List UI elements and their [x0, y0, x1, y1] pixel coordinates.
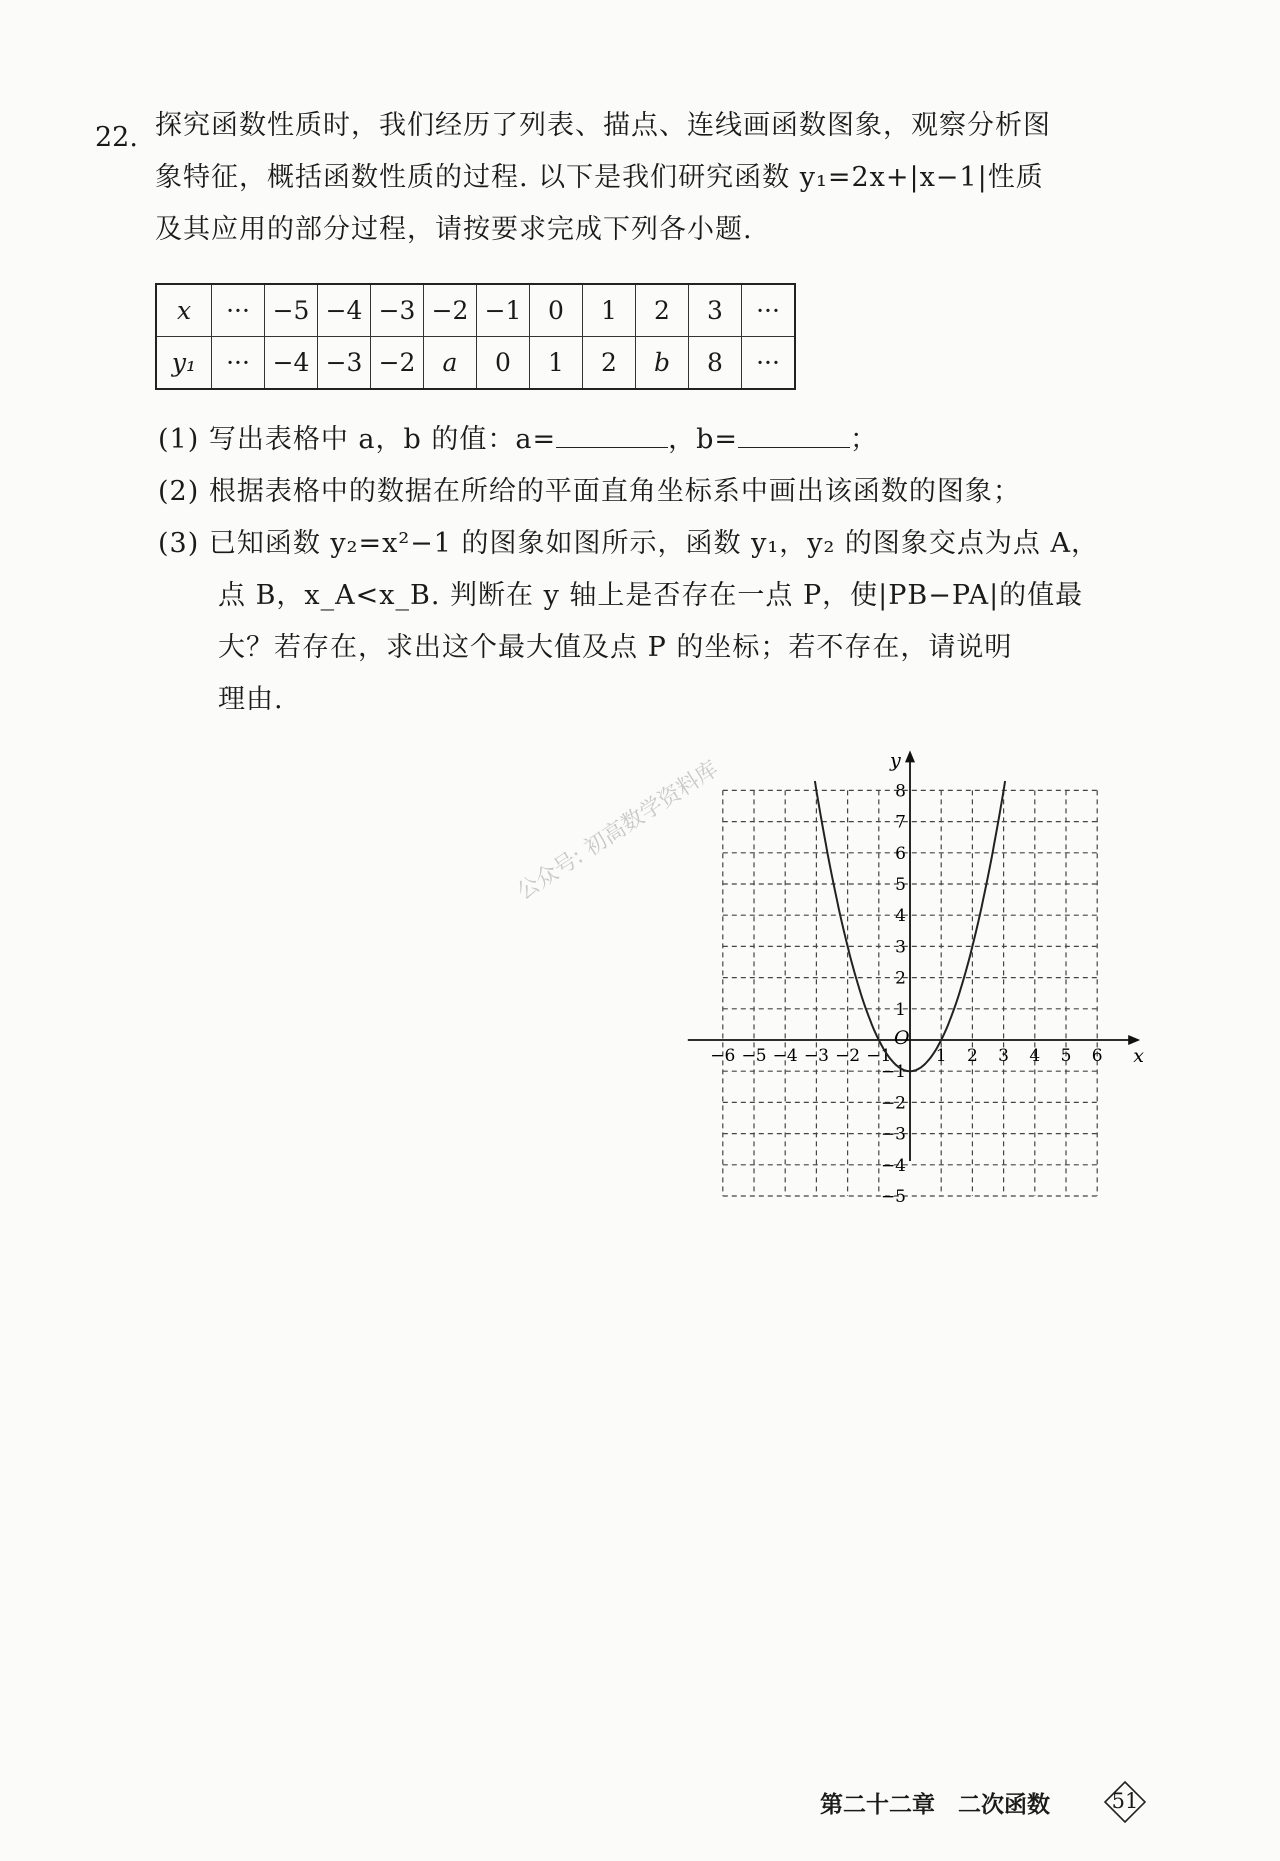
table-cell: 2	[583, 337, 636, 390]
x-tick-label: 2	[966, 1046, 978, 1066]
part-3-line-2: 点 B，x_A<x_B. 判断在 y 轴上是否存在一点 P，使|PB−PA|的值最	[218, 580, 1084, 611]
x-tick-label: 3	[998, 1046, 1010, 1066]
origin-label: O	[894, 1027, 910, 1049]
table-cell: 8	[689, 337, 742, 390]
x-tick-label: −3	[803, 1046, 829, 1066]
y-axis-label: y	[890, 749, 901, 772]
y-tick-label: 1	[895, 999, 906, 1020]
table-cell: ···	[212, 337, 265, 390]
intro-line: 探究函数性质时，我们经历了列表、描点、连线画函数图象，观察分析图	[155, 110, 1051, 141]
table-cell: ···	[742, 284, 796, 337]
coordinate-graph	[680, 735, 1160, 1235]
table-cell: 1	[583, 284, 636, 337]
table-cell: −3	[318, 337, 371, 390]
table-cell-unknown-a: a	[424, 337, 477, 390]
intro-line: 及其应用的部分过程，请按要求完成下列各小题.	[155, 214, 753, 245]
table-cell: −3	[371, 284, 424, 337]
table-cell: 3	[689, 284, 742, 337]
part-1-suffix: ；	[850, 424, 879, 455]
y-tick-label: −3	[880, 1124, 906, 1145]
watermark: 公众号: 初高数学资料库	[512, 756, 723, 906]
y-tick-label: 3	[895, 937, 906, 958]
x-tick-label: 4	[1029, 1046, 1041, 1066]
part-2: (2) 根据表格中的数据在所给的平面直角坐标系中画出该函数的图象；	[158, 476, 1021, 507]
x-tick-label: −2	[835, 1046, 861, 1066]
y-tick-label: −5	[880, 1187, 906, 1207]
part-1-mid: ，b=	[668, 424, 739, 455]
y-tick-label: −1	[880, 1062, 906, 1083]
part-3-line-4: 理由.	[218, 684, 284, 715]
x-tick-label: −4	[772, 1046, 798, 1066]
table-cell: −4	[265, 337, 318, 390]
y-tick-label: −4	[880, 1155, 906, 1176]
table-cell: −2	[371, 337, 424, 390]
table-cell: 0	[477, 337, 530, 390]
table-cell: ···	[212, 284, 265, 337]
part-3-line-1: (3) 已知函数 y₂=x²−1 的图象如图所示，函数 y₁，y₂ 的图象交点为点 A，	[158, 528, 1099, 559]
value-table	[155, 283, 796, 390]
y-axis-arrow	[905, 750, 915, 762]
table-cell: 1	[530, 337, 583, 390]
page-number: 51	[1111, 1789, 1139, 1813]
page-number-badge	[1103, 1780, 1147, 1824]
table-header: x	[156, 284, 212, 337]
table-row-x	[156, 284, 795, 337]
y-tick-label: −2	[880, 1093, 906, 1114]
question-number: 22.	[95, 122, 138, 153]
y-tick-label: 7	[895, 812, 906, 833]
answer-blank-b[interactable]	[738, 425, 850, 448]
table-header: y₁	[156, 337, 212, 390]
y-tick-label: 8	[895, 781, 906, 802]
tick-labels	[710, 781, 1102, 1207]
table-cell: 0	[530, 284, 583, 337]
x-tick-label: 6	[1091, 1046, 1103, 1066]
x-tick-label: 5	[1060, 1046, 1072, 1066]
x-tick-label: 1	[935, 1046, 947, 1066]
y-tick-label: 4	[895, 906, 906, 927]
table-cell: −5	[265, 284, 318, 337]
answer-blank-a[interactable]	[556, 425, 668, 448]
table-cell: ···	[742, 337, 796, 390]
table-cell: −1	[477, 284, 530, 337]
x-axis-arrow	[1128, 1035, 1140, 1045]
table-cell: −2	[424, 284, 477, 337]
part-1	[158, 414, 878, 466]
y-tick-label: 2	[895, 968, 906, 989]
table-cell: −4	[318, 284, 371, 337]
x-tick-label: −6	[710, 1046, 736, 1066]
part-1-prefix: (1) 写出表格中 a，b 的值：a=	[158, 424, 557, 455]
part-3-line-3: 大？若存在，求出这个最大值及点 P 的坐标；若不存在，请说明	[218, 632, 1013, 663]
axes	[688, 750, 1140, 1161]
x-tick-label: −5	[741, 1046, 767, 1066]
y-tick-label: 6	[895, 843, 906, 864]
y-tick-label: 5	[895, 875, 906, 895]
table-row-y1	[156, 337, 795, 390]
chapter-footer: 第二十二章 二次函数	[820, 1792, 1050, 1818]
table-cell: 2	[636, 284, 689, 337]
x-tick-label: −1	[866, 1046, 892, 1066]
question-intro	[155, 100, 1145, 256]
x-axis-label: x	[1133, 1045, 1144, 1067]
table-cell-unknown-b: b	[636, 337, 689, 390]
intro-line: 象特征，概括函数性质的过程. 以下是我们研究函数 y₁=2x+|x−1|性质	[155, 162, 1044, 193]
